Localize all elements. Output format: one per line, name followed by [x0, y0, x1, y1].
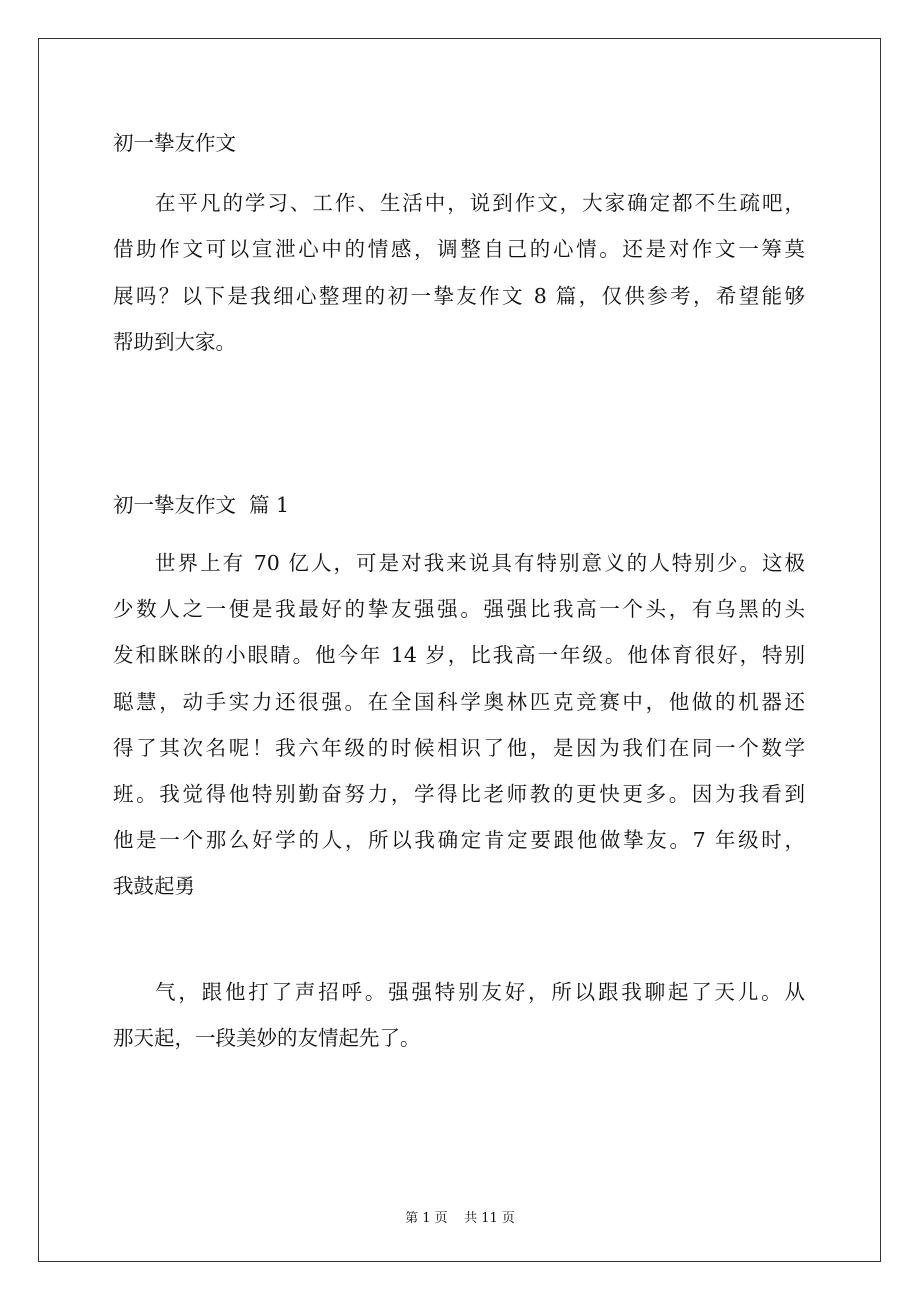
- para-line: 世界上有 70 亿人，可是对我来说具有特别意义的人特别少。这极: [155, 551, 805, 575]
- intro-line: 帮助到大家。: [113, 330, 236, 354]
- intro-line: 展吗？以下是我细心整理的初一挚友作文 8 篇，仅供参考，希望能够: [113, 284, 805, 308]
- para-line: 发和眯眯的小眼睛。他今年 14 岁，比我高一年级。他体育很好，特别: [113, 643, 805, 667]
- para-line: 聪慧，动手实力还很强。在全国科学奥林匹克竞赛中，他做的机器还: [113, 690, 805, 714]
- para-line: 少数人之一便是我最好的挚友强强。强强比我高一个头，有乌黑的头: [113, 597, 805, 621]
- intro-line: 借助作文可以宣泄心中的情感，调整自己的心情。还是对作文一筹莫: [113, 237, 805, 261]
- section-heading: 初一挚友作文 篇 1: [113, 493, 290, 517]
- para-line: 他是一个那么好学的人，所以我确定肯定要跟他做挚友。7 年级时，: [113, 828, 805, 852]
- para-line: 我鼓起勇: [113, 874, 195, 898]
- para-line: 班。我觉得他特别勤奋努力，学得比老师教的更快更多。因为我看到: [113, 782, 805, 806]
- para-line: 得了其次名呢！我六年级的时候相识了他，是因为我们在同一个数学: [113, 736, 805, 760]
- para-line: 气，跟他打了声招呼。强强特别友好，所以跟我聊起了天儿。从: [155, 980, 805, 1004]
- para-line: 那天起，一段美妙的友情起先了。: [113, 1026, 421, 1050]
- document-title: 初一挚友作文: [113, 131, 236, 155]
- intro-line: 在平凡的学习、工作、生活中，说到作文，大家确定都不生疏吧，: [155, 191, 805, 215]
- page-footer: 第 1 页 共 11 页: [405, 1211, 515, 1226]
